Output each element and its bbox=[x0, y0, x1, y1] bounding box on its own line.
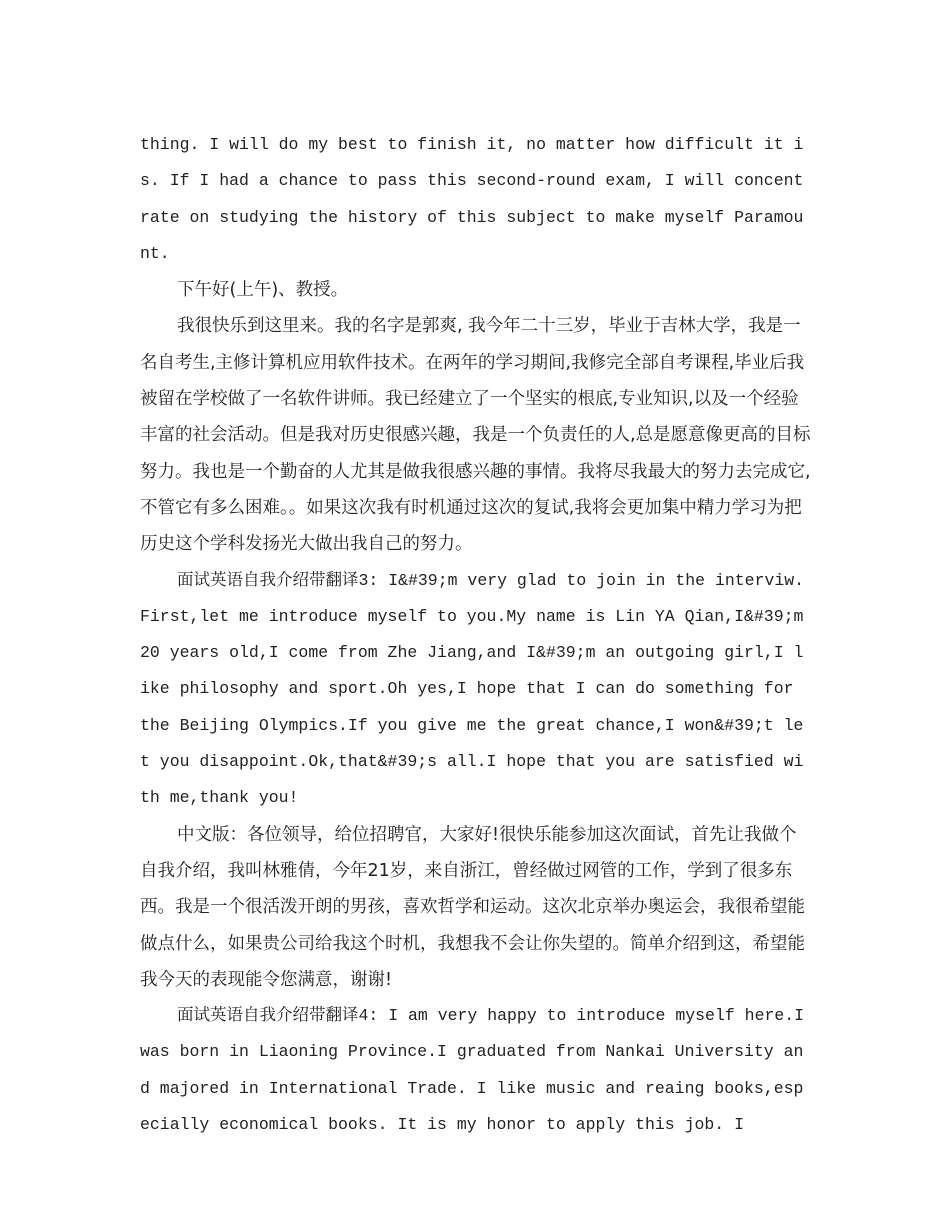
paragraph-intro-4: 面试英语自我介绍带翻译4: I am very happy to introduce myself here.I was born in Liaoning Province.I graduated from Nankai University and majored in International Trade. I like music and reaing books,especially economical books. It is my honor to apply this job. I bbox=[140, 1006, 805, 1135]
paragraph-english-continuation: thing. I will do my best to finish it, no matter how difficult it is. If I had a chance to pass this second-round exam, I will concentrate on studying the history of this subject to make myself Paramount. bbox=[140, 135, 804, 263]
paragraph-chinese-translation-3: 中文版：各位领导，给位招聘官，大家好!很快乐能参加这次面试，首先让我做个自我介绍，我叫林雅倩，今年21岁，来自浙江，曾经做过网管的工作，学到了很多东西。我是一个很活泼开朗的男孩，喜欢哲学和运动。这次北京举办奥运会，我很希望能做点什么，如果贵公司给我这个时机，我想我不会让你失望的。简单介绍到这，希望能我今天的表现能令您满意，谢谢! bbox=[140, 824, 805, 990]
paragraph-intro-3: 面试英语自我介绍带翻译3: I&#39;m very glad to join in the interviw.First,let me introduce myself to you.My name is Lin YA Qian,I&#39;m 20 years old,I come from Zhe Jiang,and I&#39;m an outgoing girl,I like philosophy and sport.Oh yes,I hope that I can do something for the Beijing Olympics.If you give me the great chance,I won&#39;t let you disappoint.Ok,that&#39;s all.I hope that you are satisfied with me,thank you! bbox=[140, 570, 805, 808]
paragraph-chinese-translation-2: 我很快乐到这里来。我的名字是郭爽, 我今年二十三岁，毕业于吉林大学，我是一名自考生,主修计算机应用软件技术。在两年的学习期间,我修完全部自考课程,毕业后我被留在学校做了一名软件讲师。我已经建立了一个坚实的根底,专业知识,以及一个经验丰富的社会活动。但是我对历史很感兴趣，我是一个负责任的人,总是愿意像更高的目标努力。我也是一个勤奋的人尤其是做我很感兴趣的事情。我将尽我最大的努力去完成它,不管它有多么困难。。如果这次我有时机通过这次的复试,我将会更加集中精力学习为把历史这个学科发扬光大做出我自己的努力。 bbox=[140, 316, 811, 555]
document-body bbox=[140, 127, 812, 1143]
paragraph-greeting: 下午好(上午)、教授。 bbox=[177, 280, 349, 301]
